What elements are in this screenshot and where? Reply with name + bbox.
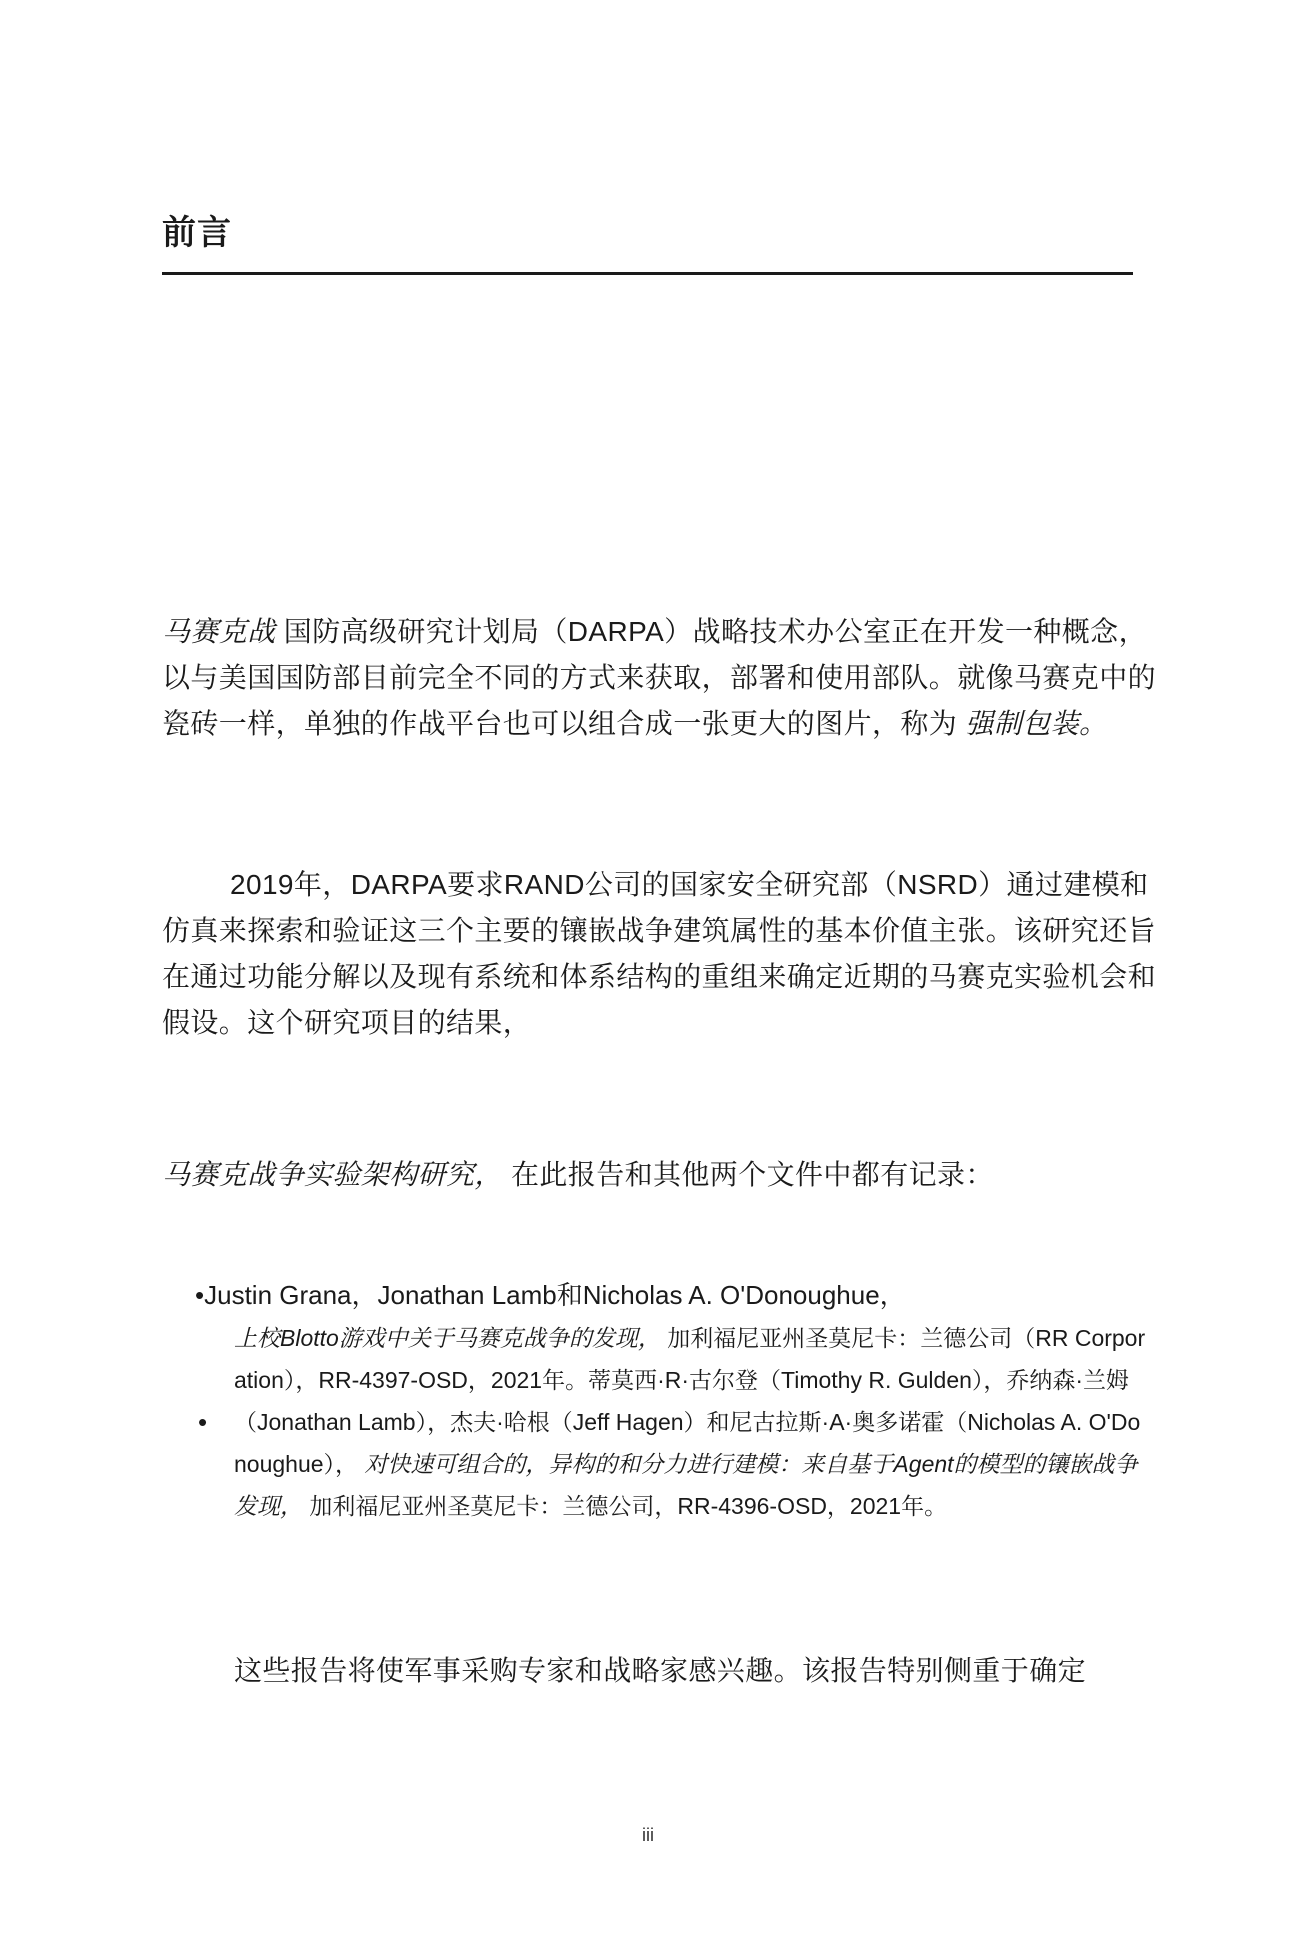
- reference-2-title: 对快速可组合的，异构的和分力进行建模：来自基于Agent的模型的镶嵌战争发现，: [234, 1451, 1138, 1519]
- study-text: 2019年，DARPA要求RAND公司的国家安全研究部（NSRD）通过建模和仿真来探索和验证这三个主要的镶嵌战争建筑属性的基本价值主张。该研究还旨在通过功能分解以及现有系统和体系结构的重组来确定近期的马赛克实验机会和假设。这个研究项目的结果，: [162, 869, 1157, 1038]
- paragraph-audience: 这些报告将使军事采购专家和战略家感兴趣。该报告特别侧重于确定: [234, 1655, 1087, 1686]
- reference-2-body: 加利福尼亚州圣莫尼卡：兰德公司，RR-4396-OSD，2021年。: [303, 1493, 948, 1519]
- page-title: 前言: [162, 214, 232, 252]
- paragraph-study: [162, 862, 1172, 1046]
- reference-bullet-1: •Justin Grana，Jonathan Lamb和Nicholas A. O'Donoughue，: [195, 1280, 906, 1310]
- reference-1-title: 上校Blotto游戏中关于马赛克战争的发现，: [234, 1325, 661, 1351]
- page-number: iii: [642, 1825, 654, 1845]
- reference-list: [234, 1317, 1152, 1527]
- intro-body: 国防高级研究计划局（DARPA）战略技术办公室正在开发一种概念，以与美国国防部目前完全不同的方式来获取，部署和使用部队。就像马赛克中的瓷砖一样，单独的作战平台也可以组合成一张更大的图片，称为: [162, 616, 1157, 739]
- paragraph-documents: [162, 1152, 1172, 1198]
- reference-1-body: 加利福尼亚州圣莫尼卡：兰德公司（RR Corporation），RR-4397-OSD，2021年。蒂莫西·R·古尔登（Timothy R. Gulden），乔纳森·兰姆（Jonathan Lamb），杰夫·哈根（Jeff Hagen）和尼古拉斯·A·奥多诺霍（Nicholas A. O'Donoughue），: [234, 1325, 1146, 1477]
- paragraph-intro: [162, 609, 1172, 747]
- documents-italic-lead: 马赛克战争实验架构研究，: [162, 1159, 503, 1190]
- documents-body: 在此报告和其他两个文件中都有记录：: [502, 1159, 994, 1190]
- intro-italic-lead: 马赛克战: [162, 616, 276, 647]
- intro-italic-tail: 强制包装。: [965, 708, 1108, 739]
- bullet-marker: •: [198, 1407, 208, 1437]
- title-divider: [162, 272, 1133, 275]
